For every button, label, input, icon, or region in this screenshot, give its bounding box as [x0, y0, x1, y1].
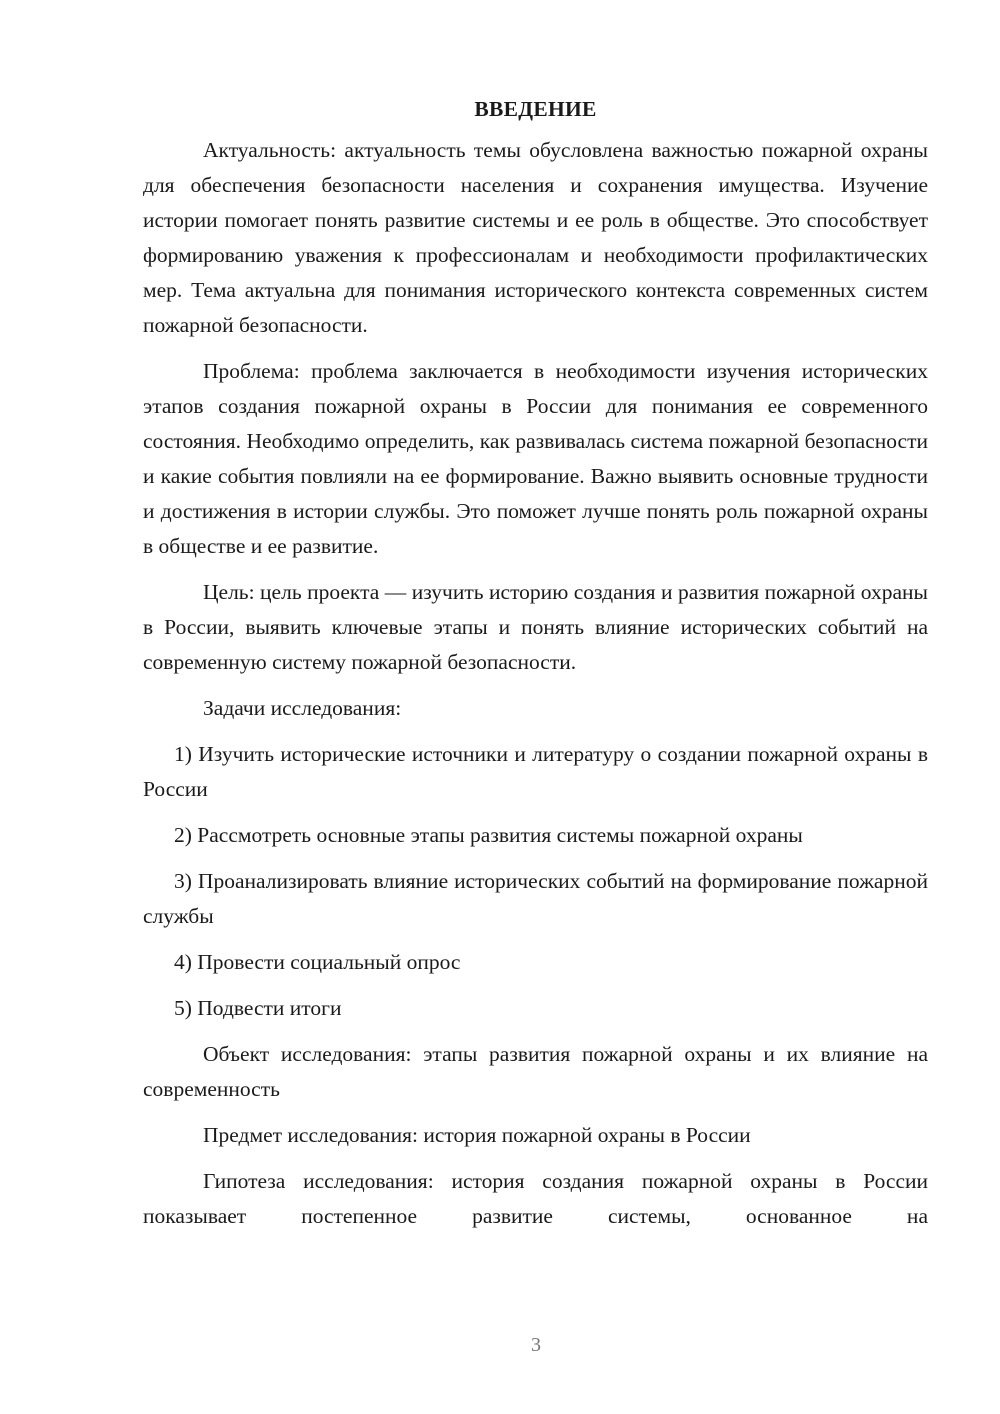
task-item: 3) Проанализировать влияние исторических событий на формирование пожарной службы [143, 869, 928, 928]
task-item: 1) Изучить исторические источники и литературу о создании пожарной охраны в России [143, 742, 928, 801]
subject-paragraph: Предмет исследования: история пожарной охраны в России [203, 1123, 751, 1147]
task-item: 4) Провести социальный опрос [174, 950, 461, 974]
tasks-list [143, 737, 928, 1026]
section-title: ВВЕДЕНИЕ [474, 97, 597, 121]
problem-paragraph: Проблема: проблема заключается в необходимости изучения исторических этапов создания пожарной охраны в России для понимания ее современного состояния. Необходимо определить, как развивалась система пожарной безопасности и какие события повлияли на ее формирование. Важно выявить основные трудности и достижения в истории службы. Это поможет лучше понять роль пожарной охраны в обществе и ее развитие. [143, 359, 928, 558]
hypothesis-paragraph: Гипотеза исследования: история создания пожарной охраны в России показывает постепенное развитие системы, основанное на [143, 1169, 928, 1228]
goal-paragraph: Цель: цель проекта — изучить историю создания и развития пожарной охраны в России, выявить ключевые этапы и понять влияние исторических событий на современную систему пожарной безопасности. [143, 580, 928, 674]
relevance-paragraph: Актуальность: актуальность темы обусловлена важностью пожарной охраны для обеспечения безопасности населения и сохранения имущества. Изучение истории помогает понять развитие системы и ее роль в обществе. Это способствует формированию уважения к профессионалам и необходимости профилактических мер. Тема актуальна для понимания исторического контекста современных систем пожарной безопасности. [143, 138, 928, 337]
task-item: 2) Рассмотреть основные этапы развития системы пожарной охраны [174, 823, 803, 847]
object-paragraph: Объект исследования: этапы развития пожарной охраны и их влияние на современность [143, 1042, 928, 1101]
page-number: 3 [531, 1334, 541, 1356]
document-page [143, 92, 928, 1245]
task-item: 5) Подвести итоги [174, 996, 342, 1020]
tasks-heading: Задачи исследования: [203, 696, 402, 720]
